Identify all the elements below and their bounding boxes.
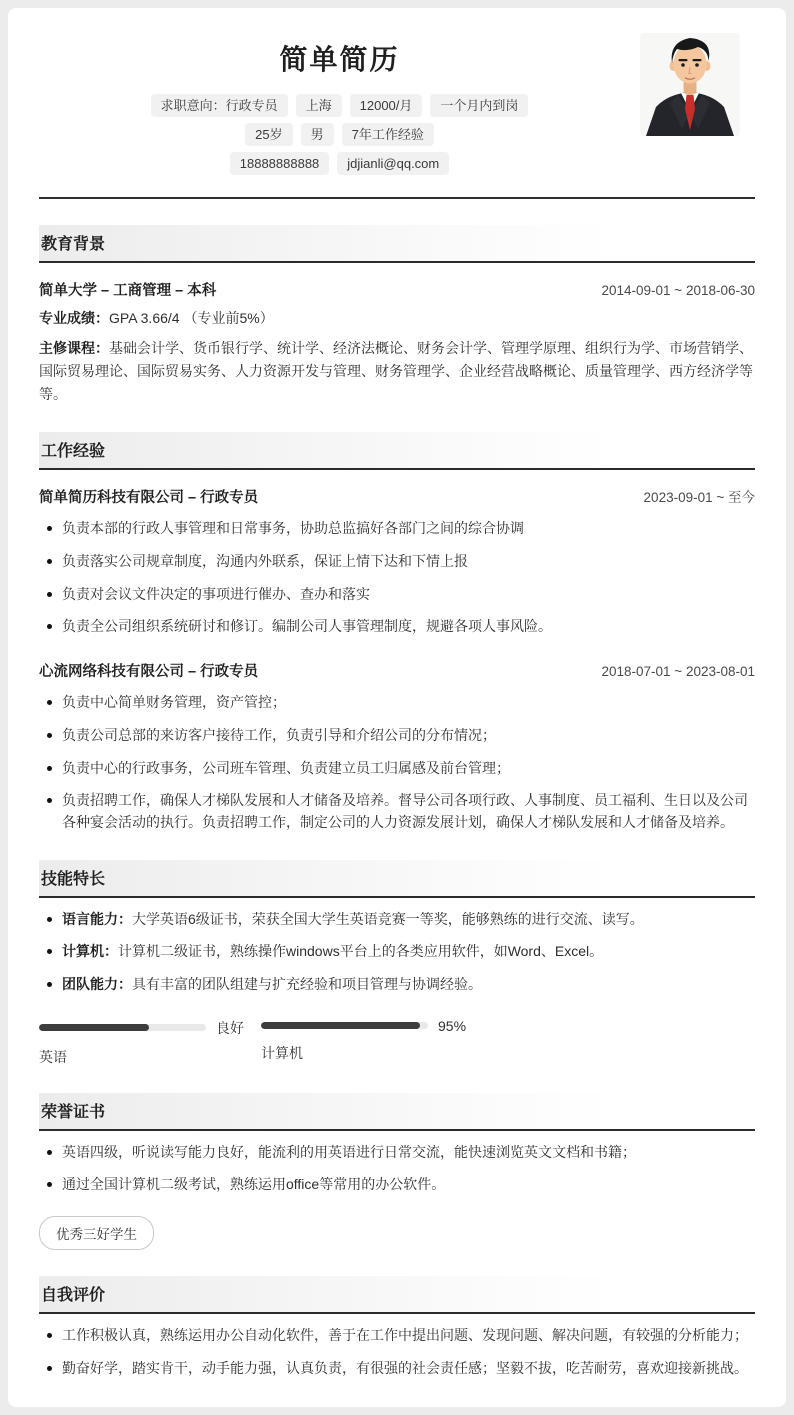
education-gpa-line [39, 307, 755, 330]
header-tag: 上海 [296, 94, 342, 117]
section-head-honors [39, 1093, 755, 1131]
self-evaluation-bullet: 工作积极认真，熟练运用办公自动化软件，善于在工作中提出问题、发现问题、解决问题，有较强的分析能力； [39, 1325, 755, 1347]
skill-bar-english-line [39, 1018, 244, 1038]
education-courses-label: 主修课程： [39, 340, 109, 357]
work-entry-1-title: 简单简历科技有限公司 – 行政专员 [39, 490, 259, 507]
section-work [39, 432, 755, 833]
honors-bullets [39, 1142, 755, 1196]
work-entry-1-date: 2023-09-01 ~ 至今 [643, 490, 755, 506]
header-tag: 一个月内到岗 [430, 94, 528, 117]
education-courses-value: 基础会计学、货币银行学、统计学、经济法概论、财务会计学、管理学原理、组织行为学、市场营销学、国际贸易理论、国际贸易实务、人力资源开发与管理、财务管理学、企业经营战略概论、质量管理学、西方经济学等等。 [39, 340, 753, 403]
header-contact-tag: jdjianli@qq.com [337, 152, 449, 175]
section-honors [39, 1093, 755, 1250]
honor-tag: 优秀三好学生 [39, 1216, 154, 1250]
work-bullet: 负责招聘工作，确保人才梯队发展和人才储备及培养。督导公司各项行政、人事制度、员工福利、生日以及公司各种宴会活动的执行。负责招聘工作，制定公司的人力资源发展计划，确保人才梯队发展和人才储备及培养。 [39, 790, 755, 833]
skill-bullet [39, 974, 755, 996]
work-bullet: 负责全公司组织系统研讨和修订。编制公司人事管理制度，规避各项人事风险。 [39, 616, 755, 638]
header-divider [39, 197, 755, 199]
self-evaluation-bullets [39, 1325, 755, 1379]
honor-bullet: 英语四级，听说读写能力良好，能流利的用英语进行日常交流，能快速浏览英文文档和书籍； [39, 1142, 755, 1164]
header-tag-row-2 [39, 123, 640, 146]
header-tag: 12000/月 [350, 94, 423, 117]
header-tag: 求职意向：行政专员 [151, 94, 288, 117]
work-entry-2-bullets [39, 692, 755, 833]
education-gpa-label: 专业成绩： [39, 310, 109, 326]
education-entry-title: 简单大学 – 工商管理 – 本科 [39, 283, 217, 299]
skill-bar-english-fill [39, 1024, 149, 1031]
work-entry-1 [39, 486, 755, 507]
section-head-skills [39, 860, 755, 898]
work-bullet: 负责本部的行政人事管理和日常事务，协助总监搞好各部门之间的综合协调 [39, 518, 755, 540]
education-courses-line [39, 337, 755, 406]
skill-bar-english [39, 1018, 244, 1067]
education-entry-date: 2014-09-01 ~ 2018-06-30 [601, 283, 755, 298]
section-title-work: 工作经验 [41, 443, 106, 461]
skill-text: 计算机二级证书，熟练操作windows平台上的各类应用软件，如Word、Excel。 [118, 943, 604, 960]
skill-bar-computer-value: 95% [438, 1017, 467, 1034]
skills-bullets [39, 909, 755, 996]
skill-bar-english-name: 英语 [39, 1048, 67, 1065]
education-gpa-value: GPA 3.66/4 （专业前5%） [109, 310, 274, 326]
page-title: 简单简历 [279, 44, 400, 75]
work-bullet: 负责公司总部的来访客户接待工作，负责引导和介绍公司的分布情况； [39, 725, 755, 747]
profile-photo [640, 33, 740, 136]
section-title-self-evaluation: 自我评价 [41, 1287, 106, 1304]
section-head-work [39, 432, 755, 470]
skill-bar-computer-fill [261, 1022, 420, 1029]
work-entry-2 [39, 660, 755, 681]
avatar-illustration [640, 33, 740, 136]
skill-text: 具有丰富的团队组建与扩充经验和项目管理与协调经验。 [132, 975, 482, 992]
skill-bar-english-value: 良好 [216, 1019, 244, 1036]
header-tag: 7年工作经验 [342, 123, 434, 146]
section-title-honors: 荣誉证书 [41, 1103, 106, 1121]
work-bullet: 负责落实公司规章制度，沟通内外联系，保证上情下达和下情上报 [39, 551, 755, 573]
header-tag-rows [39, 94, 640, 175]
header-tag: 25岁 [245, 123, 292, 146]
skill-text: 大学英语6级证书，荣获全国大学生英语竞赛一等奖，能够熟练的进行交流、读写。 [132, 910, 644, 927]
skill-bar-computer-track [261, 1022, 428, 1029]
section-education [39, 225, 755, 406]
skill-label: 语言能力： [62, 910, 132, 927]
honor-bullet: 通过全国计算机二级考试，熟练运用office等常用的办公软件。 [39, 1174, 755, 1196]
resume-page [8, 8, 786, 1407]
skill-bullet [39, 941, 755, 963]
skill-bars [39, 1018, 755, 1067]
work-entry-2-date: 2018-07-01 ~ 2023-08-01 [601, 664, 755, 680]
header-tag: 男 [301, 123, 334, 146]
skill-bar-english-track [39, 1024, 206, 1031]
education-entry [39, 279, 755, 300]
work-bullet: 负责中心的行政事务，公司班车管理、负责建立员工归属感及前台管理； [39, 758, 755, 780]
header-contact-tag: 18888888888 [230, 152, 330, 175]
self-evaluation-bullet: 勤奋好学，踏实肯干，动手能力强，认真负责，有很强的社会责任感；坚毅不拔，吃苦耐劳，喜欢迎接新挑战。 [39, 1358, 755, 1380]
section-self-evaluation [39, 1276, 755, 1379]
section-head-education [39, 225, 755, 263]
header-tag-row-3 [39, 152, 640, 175]
work-entry-2-title: 心流网络科技有限公司 – 行政专员 [39, 664, 259, 681]
header-left [39, 30, 640, 181]
work-bullet: 负责中心简单财务管理，资产管控； [39, 692, 755, 714]
section-title-education: 教育背景 [41, 236, 106, 253]
skill-bullet [39, 909, 755, 931]
skill-bar-computer-name: 计算机 [261, 1044, 303, 1061]
section-head-self-evaluation [39, 1276, 755, 1314]
skill-bar-computer-line [261, 1018, 466, 1034]
skill-label: 计算机： [62, 943, 118, 960]
work-bullet: 负责对会议文件决定的事项进行催办、查办和落实 [39, 584, 755, 606]
section-title-skills: 技能特长 [41, 870, 106, 888]
header-tag-row-1 [39, 94, 640, 117]
skill-label: 团队能力： [62, 975, 132, 992]
skill-bar-computer [261, 1018, 466, 1067]
work-entry-1-bullets [39, 518, 755, 638]
section-skills [39, 860, 755, 1067]
